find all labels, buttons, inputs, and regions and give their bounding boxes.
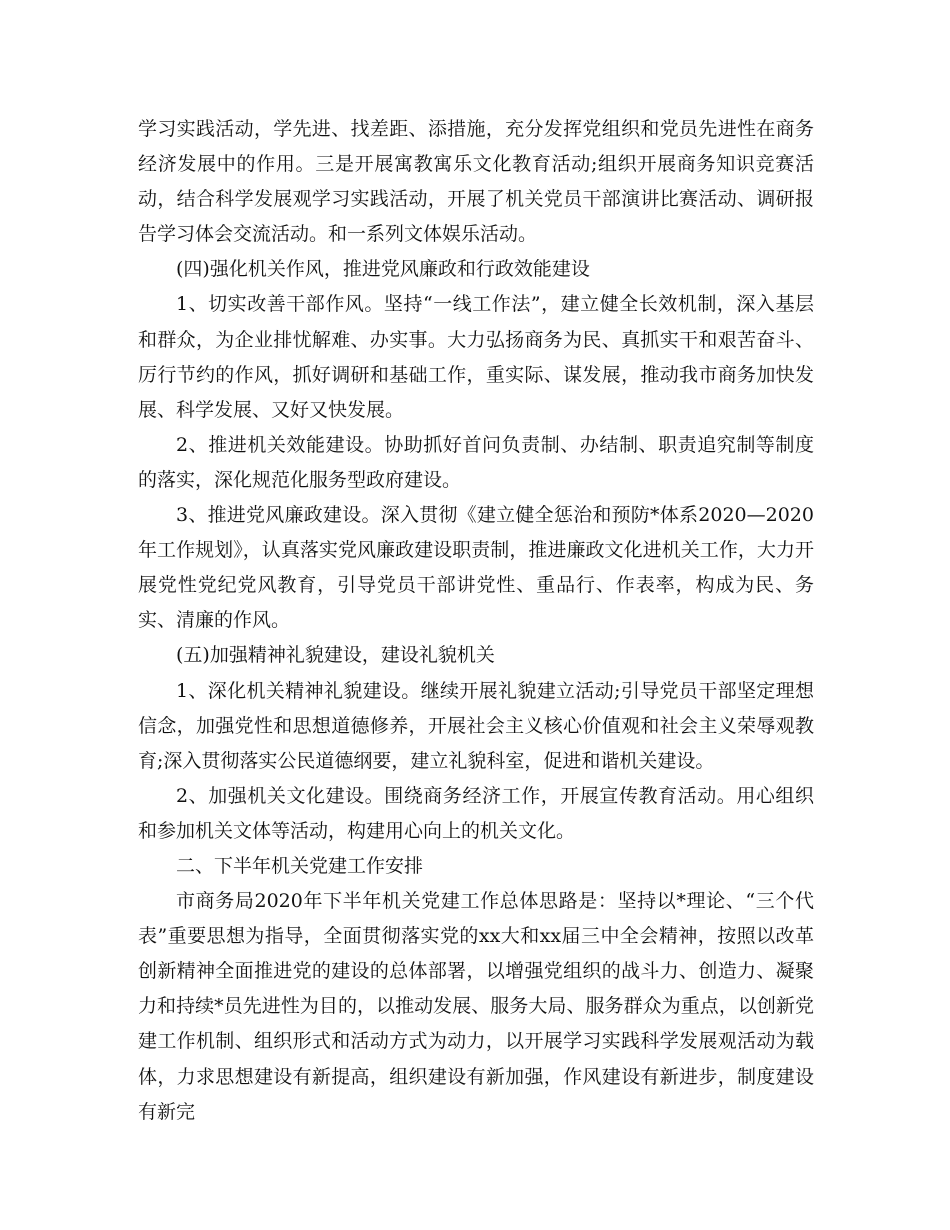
paragraph-culture: 2、加强机关文化建设。围绕商务经济工作，开展宣传教育活动。用心组织和参加机关文体等活动，构建用心向上的机关文化。 <box>138 784 814 842</box>
paragraph-study-activities: 学习实践活动，学先进、找差距、添措施，充分发挥党组织和党员先进性在商务经济发展中的作用。三是开展寓教寓乐文化教育活动;组织开展商务知识竞赛活动，结合科学发展观学习实践活动，开展了机关党员干部演讲比赛活动、调研报告学习体会交流活动。和一系列文体娱乐活动。 <box>138 118 814 246</box>
paragraph-work-style: 1、切实改善干部作风。坚持“一线工作法”，建立健全长效机制，深入基层和群众，为企业排忧解难、办实事。大力弘扬商务为民、真抓实干和艰苦奋斗、厉行节约的作风，抓好调研和基础工作，重实际、谋发展，推动我市商务加快发展、科学发展、又好又快发展。 <box>138 293 814 421</box>
paragraph-civility: 1、深化机关精神礼貌建设。继续开展礼貌建立活动;引导党员干部坚定理想信念，加强党性和思想道德修养，开展社会主义核心价值观和社会主义荣辱观教育;深入贯彻落实公民道德纲要，建立礼貌科室，促进和谐机关建设。 <box>138 679 814 772</box>
paragraph-plan-overview: 市商务局2020年下半年机关党建工作总体思路是：坚持以*理论、“三个代表”重要思想为指导，全面贯彻落实党的xx大和xx届三中全会精神，按照以改革创新精神全面推进党的建设的总体部署，以增强党组织的战斗力、创造力、凝聚力和持续*员先进性为目的，以推动发展、服务大局、服务群众为重点，以创新党建工作机制、组织形式和活动方式为动力，以开展学习实践科学发展观活动为载体，力求思想建设有新提高，组织建设有新加强，作风建设有新进步，制度建设有新完 <box>138 890 814 1123</box>
section-heading-4: (四)强化机关作风，推进党风廉政和行政效能建设 <box>176 258 590 281</box>
section-heading-plan: 二、下半年机关党建工作安排 <box>176 854 424 877</box>
section-heading-5: (五)加强精神礼貌建设，建设礼貌机关 <box>176 644 495 667</box>
paragraph-efficiency: 2、推进机关效能建设。协助抓好首问负责制、办结制、职责追究制等制度的落实，深化规范化服务型政府建设。 <box>138 433 814 491</box>
document-body <box>138 112 814 1130</box>
paragraph-integrity: 3、推进党风廉政建设。深入贯彻《建立健全惩治和预防*体系2020—2020年工作规划》，认真落实党风廉政建设职责制，推进廉政文化进机关工作，大力开展党性党纪党风教育，引导党员干部讲党性、重品行、作表率，构成为民、务实、清廉的作风。 <box>138 504 814 632</box>
